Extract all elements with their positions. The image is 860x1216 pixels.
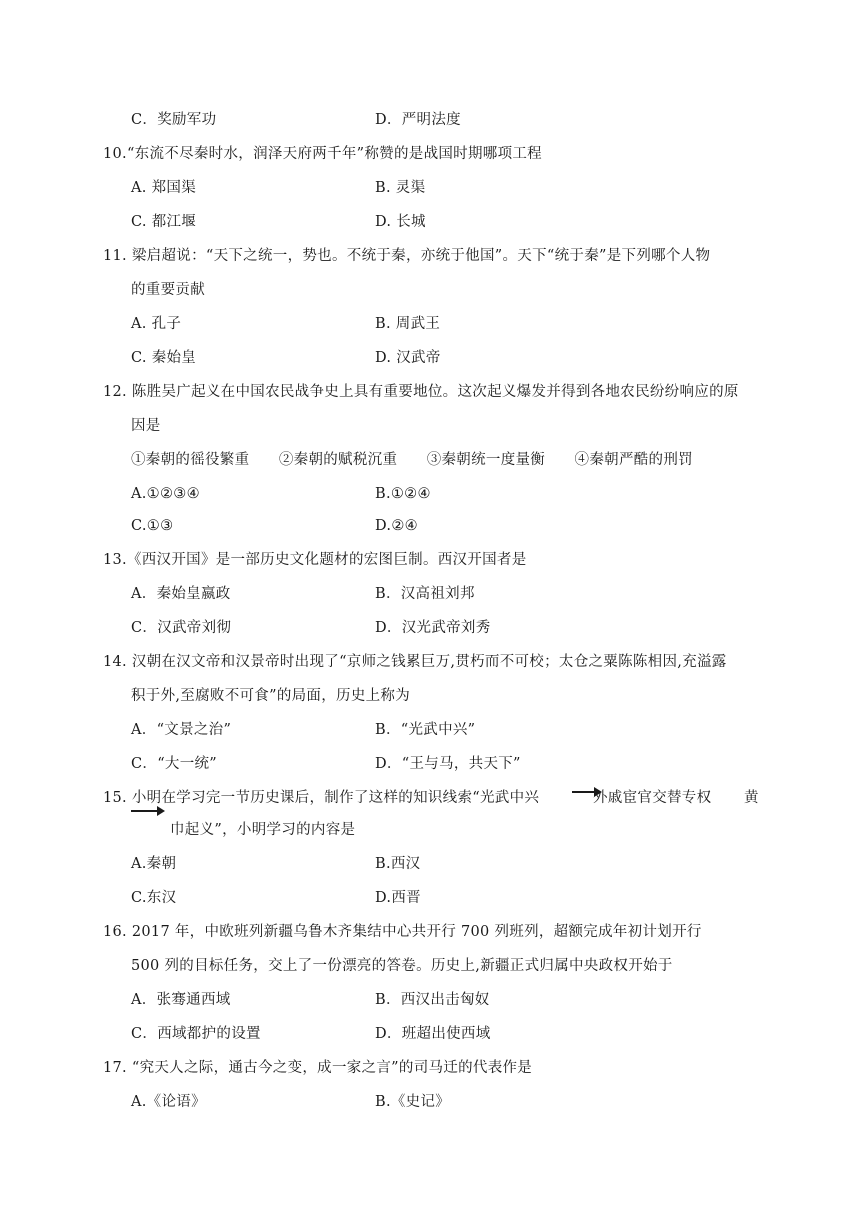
q13-option-c: C．汉武帝刘彻 xyxy=(131,620,232,636)
q16-option-c: C．西域都护的设置 xyxy=(131,1026,261,1042)
q10-option-c: C. 都江堰 xyxy=(131,214,197,230)
q13-option-a: A．秦始皇嬴政 xyxy=(131,586,231,602)
q11-option-b: B. 周武王 xyxy=(375,316,441,332)
q15-stem-line1b: 外戚宦官交替专权 xyxy=(593,790,712,806)
q11-stem-line2: 的重要贡献 xyxy=(131,282,205,298)
q15-stem-line2: 巾起义”，小明学习的内容是 xyxy=(170,822,356,838)
q12-stem-line2: 因是 xyxy=(131,418,161,434)
q15-option-c: C.东汉 xyxy=(131,890,177,906)
q16-option-d: D．班超出使西域 xyxy=(375,1026,491,1042)
q15-stem-line1c: 黄 xyxy=(744,790,759,806)
q14-option-d: D．“王与马，共天下” xyxy=(375,756,521,772)
q12-option-a: A.①②③④ xyxy=(131,486,200,502)
q17-option-a: A.《论语》 xyxy=(131,1094,206,1110)
q11-stem-line1: 11. 梁启超说：“天下之统一，势也。不统于秦，亦统于他国”。天下“统于秦”是下列哪个人物 xyxy=(103,248,711,264)
arrow-right-icon xyxy=(131,810,163,812)
q11-option-d: D. 汉武帝 xyxy=(375,350,441,366)
q14-option-b: B．“光武中兴” xyxy=(375,722,476,738)
q12-option-b: B.①②④ xyxy=(375,486,431,502)
q16-option-b: B．西汉出击匈奴 xyxy=(375,992,490,1008)
q13-option-b: B．汉高祖刘邦 xyxy=(375,586,475,602)
q11-option-c: C. 秦始皇 xyxy=(131,350,197,366)
q13-stem: 13.《西汉开国》是一部历史文化题材的宏图巨制。西汉开国者是 xyxy=(103,552,527,568)
q10-option-b: B. 灵渠 xyxy=(375,180,426,196)
q11-option-a: A. 孔子 xyxy=(131,316,182,332)
q9-option-d: D．严明法度 xyxy=(375,112,461,128)
q12-items: ①秦朝的徭役繁重 ②秦朝的赋税沉重 ③秦朝统一度量衡 ④秦朝严酷的刑罚 xyxy=(131,452,693,468)
q15-option-d: D.西晋 xyxy=(375,890,421,906)
q13-option-d: D．汉光武帝刘秀 xyxy=(375,620,491,636)
q12-option-d: D.②④ xyxy=(375,518,418,534)
q10-stem: 10.“东流不尽秦时水，润泽天府两千年”称赞的是战国时期哪项工程 xyxy=(103,146,542,162)
q17-stem: 17. “究天人之际，通古今之变，成一家之言”的司马迁的代表作是 xyxy=(103,1060,533,1076)
q10-option-a: A. 郑国渠 xyxy=(131,180,196,196)
q10-option-d: D. 长城 xyxy=(375,214,426,230)
q14-option-a: A．“文景之治” xyxy=(131,722,232,738)
q12-stem-line1: 12. 陈胜吴广起义在中国农民战争史上具有重要地位。这次起义爆发并得到各地农民纷纷响应的原 xyxy=(103,384,739,400)
q15-option-b: B.西汉 xyxy=(375,856,421,872)
q16-stem-line1: 16. 2017 年，中欧班列新疆乌鲁木齐集结中心共开行 700 列班列，超额完成年初计划开行 xyxy=(103,924,702,940)
q16-option-a: A．张骞通西域 xyxy=(131,992,231,1008)
q14-stem-line1: 14. 汉朝在汉文帝和汉景帝时出现了“京师之钱累巨万,贯朽而不可校；太仓之粟陈陈相因,充溢露 xyxy=(103,654,727,670)
q15-option-a: A.秦朝 xyxy=(131,856,177,872)
q9-option-c: C．奖励军功 xyxy=(131,112,217,128)
q16-stem-line2: 500 列的目标任务，交上了一份漂亮的答卷。历史上,新疆正式归属中央政权开始于 xyxy=(131,958,673,974)
q12-option-c: C.①③ xyxy=(131,518,174,534)
q17-option-b: B.《史记》 xyxy=(375,1094,451,1110)
q14-option-c: C．“大一统” xyxy=(131,756,218,772)
q14-stem-line2: 积于外,至腐败不可食”的局面，历史上称为 xyxy=(131,688,411,704)
q15-stem-line1a: 15. 小明在学习完一节历史课后，制作了这样的知识线索“光武中兴 xyxy=(103,790,540,806)
